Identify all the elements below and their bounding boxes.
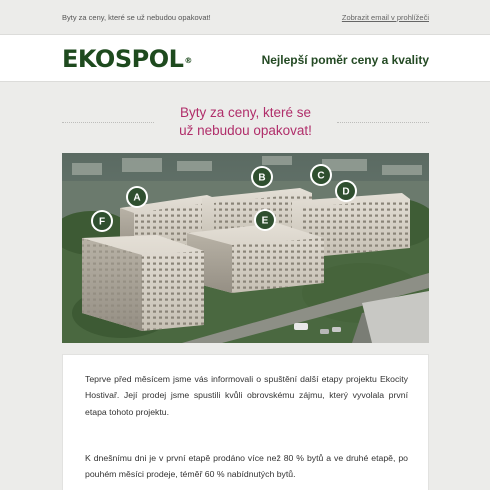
headline-divider-left [62, 122, 154, 123]
marker-f-label: F [98, 216, 106, 228]
marker-b[interactable] [251, 166, 273, 188]
marker-e-label: E [261, 215, 269, 227]
building-block-e [187, 223, 324, 293]
marker-c[interactable] [310, 164, 332, 186]
body-paragraph-1: Teprve před měsícem jsme vás informovali o spuštění další etapy projektu Ekocity Hostivař. Její prodej jsme spustili kvůli obrovskému zájmu, který vyvolala první etapa tohoto projektu. [85, 374, 408, 417]
ekospol-logo[interactable] [62, 45, 192, 73]
marker-a-label: A [133, 192, 141, 204]
email-body [62, 354, 429, 490]
body-paragraph-2: K dnešnímu dni je v první etapě prodáno více než 80 % bytů a ve druhé etapě, po pouhém měsíci prodeje, téměř 60 % nabídnutých bytů. [85, 453, 408, 480]
tagline: Nejlepší poměr ceny a kvality [261, 53, 429, 67]
preheader-text: Byty za ceny, které se už nebudou opakovat! [62, 13, 211, 22]
headline-block [62, 104, 429, 144]
headline [154, 104, 337, 140]
marker-d[interactable] [335, 180, 357, 202]
view-in-browser-link[interactable]: Zobrazit email v prohlížeči [341, 13, 429, 22]
aerial-illustration [62, 153, 429, 343]
marker-c-label: C [317, 170, 325, 182]
marker-d-label: D [342, 186, 350, 198]
building-block-f [82, 235, 204, 331]
logo-text: EKOSPOL [62, 45, 184, 73]
marker-a[interactable] [126, 186, 148, 208]
registered-mark: ® [184, 56, 192, 65]
marker-b-label: B [258, 172, 266, 184]
headline-divider-right [337, 122, 429, 123]
preheader [0, 0, 490, 34]
marker-f[interactable] [91, 210, 113, 232]
project-aerial-photo[interactable] [62, 153, 429, 343]
email-header [0, 34, 490, 82]
marker-e[interactable] [254, 209, 276, 231]
headline-line-2: už nebudou opakovat! [179, 123, 312, 138]
headline-line-1: Byty za ceny, které se [179, 105, 312, 120]
